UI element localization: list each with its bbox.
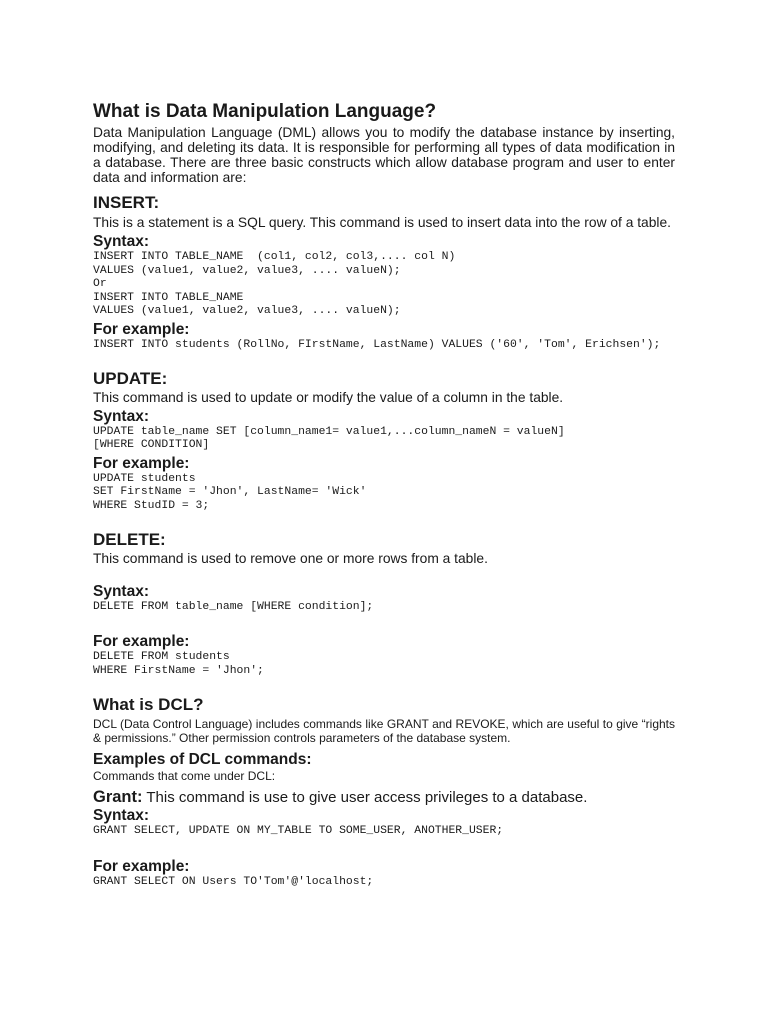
grant-text: This command is use to give user access privileges to a database. (142, 789, 588, 807)
grant-label: Grant: (93, 788, 143, 807)
dcl-examples-sub: Commands that come under DCL: (93, 769, 276, 784)
grant-line (93, 788, 675, 807)
update-syntax-label: Syntax: (93, 407, 149, 425)
code-line: DELETE FROM table_name [WHERE condition]; (93, 600, 374, 613)
update-example-code (93, 473, 675, 514)
delete-description: This command is used to remove one or more rows from a table. (93, 550, 488, 566)
code-line: WHERE FirstName = 'Jhon'; (93, 664, 264, 677)
dml-title: What is Data Manipulation Language? (93, 101, 437, 122)
update-example-label: For example: (93, 454, 190, 472)
insert-example-code: INSERT INTO students (RollNo, FIrstName, LastName) VALUES ('60', 'Tom', Erichsen'); (93, 338, 661, 351)
code-line: VALUES (value1, value2, value3, .... valueN); (93, 305, 401, 318)
update-description: This command is used to update or modify the value of a column in the table. (93, 389, 564, 405)
dcl-example-label: For example: (93, 857, 190, 875)
code-line: INSERT INTO TABLE_NAME (col1, col2, col3,.... col N) (93, 251, 456, 263)
dcl-title: What is DCL? (93, 695, 204, 715)
delete-syntax-code (93, 601, 675, 615)
insert-syntax-code (93, 251, 675, 319)
code-line: GRANT SELECT ON Users TO'Tom'@'localhost; (93, 875, 374, 888)
code-line: UPDATE table_name SET [column_name1= value1,...column_nameN = valueN] (93, 425, 565, 438)
insert-example-label: For example: (93, 320, 190, 338)
code-line: DELETE FROM students (93, 651, 230, 664)
dcl-syntax-code (93, 825, 675, 839)
code-line: WHERE StudID = 3; (93, 499, 210, 512)
document-page (93, 100, 675, 890)
dcl-examples-heading: Examples of DCL commands: (93, 751, 312, 769)
dcl-syntax-label: Syntax: (93, 807, 149, 825)
code-line: VALUES (value1, value2, value3, .... valueN); (93, 264, 401, 277)
delete-example-label: For example: (93, 633, 190, 651)
code-line: [WHERE CONDITION] (93, 439, 210, 452)
delete-example-code (93, 651, 675, 678)
dcl-example-code (93, 876, 675, 890)
update-heading: UPDATE: (93, 368, 168, 388)
dml-intro: Data Manipulation Language (DML) allows you to modify the database instance by inserting, modifying, and deleting its data. It is responsible for performing all types of data modification in a database. There are three basic constructs which allow database program and user to enter data and information are: (93, 125, 675, 185)
code-line: Or (93, 278, 107, 291)
code-line: SET FirstName = 'Jhon', LastName= 'Wick' (93, 486, 367, 499)
update-syntax-code (93, 426, 675, 453)
insert-syntax-label: Syntax: (93, 233, 149, 250)
code-line: GRANT SELECT, UPDATE ON MY_TABLE TO SOME_USER, ANOTHER_USER; (93, 825, 504, 838)
delete-syntax-label: Syntax: (93, 582, 149, 600)
delete-heading: DELETE: (93, 529, 166, 549)
insert-heading: INSERT: (93, 193, 160, 212)
code-line: INSERT INTO TABLE_NAME (93, 291, 244, 304)
dcl-intro: DCL (Data Control Language) includes commands like GRANT and REVOKE, which are useful to give “rights & permissions.” Other permission controls parameters of the database system. (93, 717, 675, 746)
insert-description: This is a statement is a SQL query. This command is used to insert data into the row of a table. (93, 215, 671, 230)
code-line: UPDATE students (93, 472, 196, 485)
